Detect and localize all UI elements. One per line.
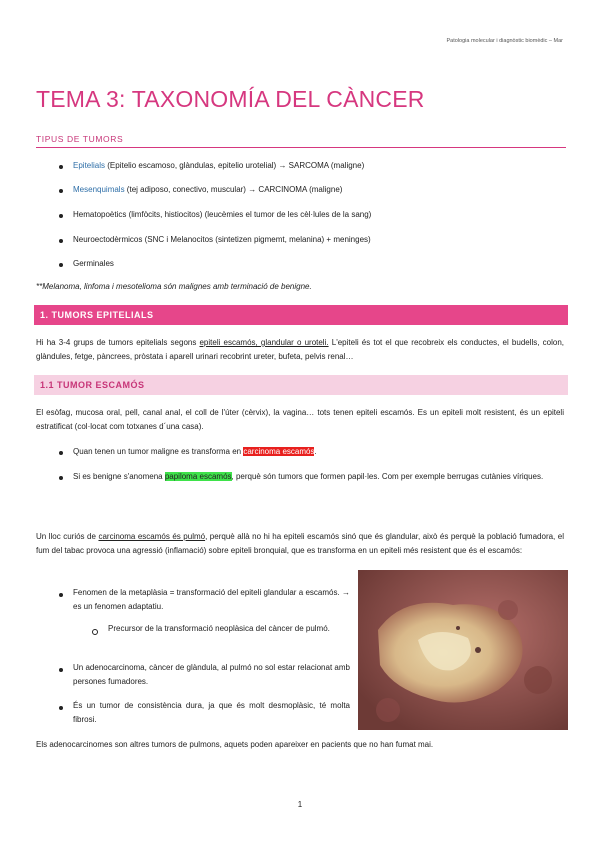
closing-paragraph: Els adenocarcinomes son altres tumors de pulmons, aquets poden apareixer en pacients que no han fumat mai. bbox=[36, 740, 434, 749]
bullet-icon bbox=[59, 593, 63, 597]
list-item-text: Hematopoètics (limfòcits, histiocitos) (leucèmies el tumor de les cèl·lules de la sang) bbox=[73, 210, 372, 219]
page-title: TEMA 3: TAXONOMÍA DEL CÀNCER bbox=[36, 86, 425, 112]
bullet-icon bbox=[59, 451, 63, 455]
list-item-term: Epitelials bbox=[73, 161, 106, 170]
paragraph: Un lloc curiós de carcinoma escamós és pulmó, perquè allà no hi ha epiteli escamós sinó que és glandular, això és perquè la població fumadora, el fum del tabac provoca una agressió (inflamació) sobre epiteli bronquial, que es transforma en un epiteli més resistent que és el escamós: bbox=[36, 532, 564, 555]
page-number: 1 bbox=[297, 800, 303, 809]
list-item-text: (tej adiposo, conectivo, muscular) → CARCINOMA (maligne) bbox=[124, 185, 343, 194]
running-header: Patologia molecular i diagnòstic biomèdic – Mar bbox=[446, 38, 563, 44]
highlight-carcinoma: carcinoma escamós bbox=[243, 447, 315, 456]
bullet-icon bbox=[59, 706, 63, 710]
highlight-papiloma: papiloma escamós bbox=[164, 472, 232, 481]
tumor-specimen-photo bbox=[358, 570, 568, 730]
note: **Melanoma, linfoma i mesotelioma són malignes amb terminació de benigne. bbox=[36, 282, 312, 291]
section-heading-tipus: TIPUS DE TUMORS bbox=[36, 134, 124, 144]
section-heading-1-1: 1.1 TUMOR ESCAMÓS bbox=[34, 375, 568, 395]
list-item-text: (Epitelio escamoso, glàndulas, epitelio urotelial) → SARCOMA (maligne) bbox=[105, 161, 365, 170]
bullet-icon bbox=[59, 239, 63, 243]
paragraph: El esòfag, mucosa oral, pell, canal anal, el coll de l'úter (cèrvix), la vagina… tots tenen epiteli escamós. Es un epiteli molt resistent, és un epiteli estratificat (col·locat com totxanes d´una casa). bbox=[36, 408, 564, 431]
list-item-text: Neuroectodèrmicos (SNC i Melanocitos (sintetizen pigmemt, melanina) + meninges) bbox=[73, 235, 371, 244]
bullet-icon bbox=[59, 668, 63, 672]
bullet-icon bbox=[59, 189, 63, 193]
paragraph: Hi ha 3-4 grups de tumors epitelials segons epiteli escamós, glandular o uroteli. L'epiteli és tot el que recobreix els conductes, el budells, colon, glàndules, fetge, pàncrees, pròstata i aparell urinari recobrint ureter, bufeta, pelvis renal… bbox=[36, 338, 564, 361]
bullet-icon bbox=[59, 214, 63, 218]
section-heading-1: 1. TUMORS EPITELIALS bbox=[34, 305, 568, 325]
section-underline bbox=[36, 147, 566, 148]
underlined-text: carcinoma escamós és pulmó bbox=[98, 532, 206, 541]
bullet-icon bbox=[59, 263, 63, 267]
list-item-text: Germinales bbox=[73, 259, 114, 268]
underlined-text: epiteli escamós, glandular o uroteli. bbox=[199, 338, 329, 347]
circle-bullet-icon bbox=[92, 629, 98, 635]
bullet-icon bbox=[59, 165, 63, 169]
bullet-icon bbox=[59, 476, 63, 480]
list-item-term: Mesenquimals bbox=[73, 185, 125, 194]
